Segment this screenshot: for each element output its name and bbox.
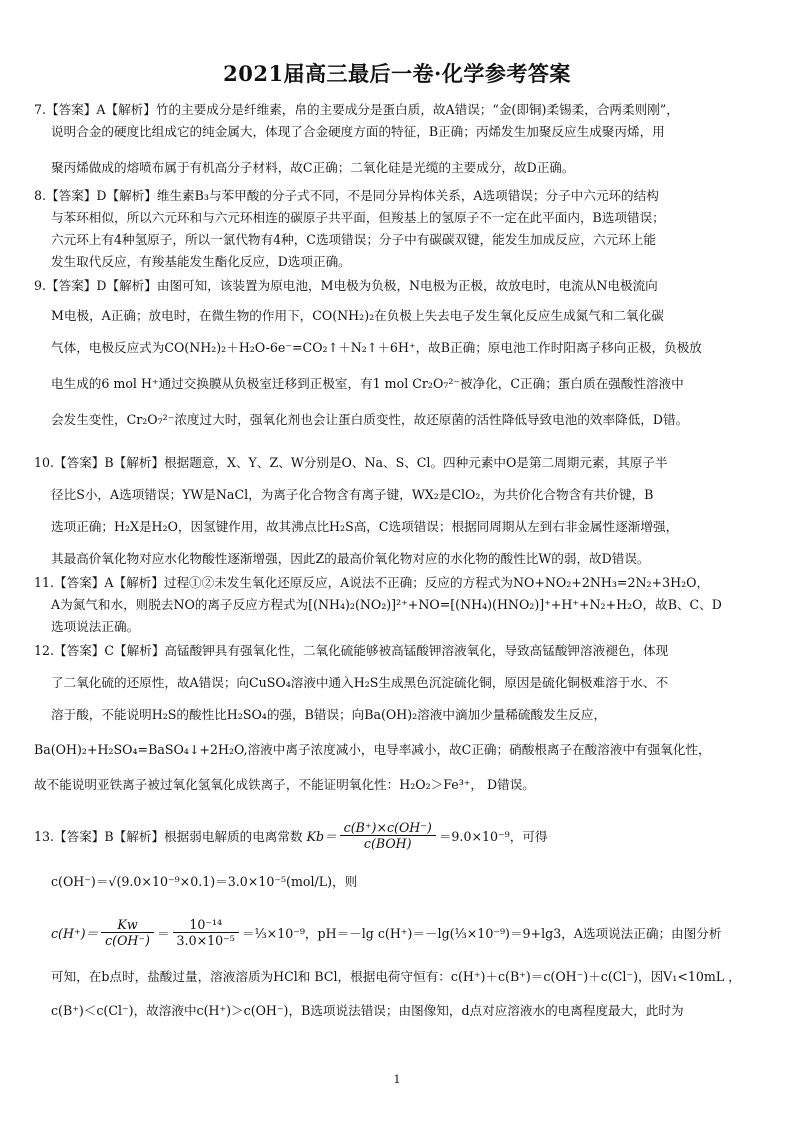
answer-12-line-1: 12.【答案】C【解析】高锰酸钾具有强氧化性，二氧化硫能够被高锰酸钾溶液氧化，导致高锰酸钾溶液褪色，体现 (34, 643, 669, 658)
h-lhs: c(H⁺)＝ (51, 925, 99, 941)
answer-7 (34, 99, 762, 179)
value-denominator: 3.0×10⁻⁵ (176, 932, 235, 948)
answer-7-line-1: 7.【答案】A【解析】竹的主要成分是纤维素，帛的主要成分是蛋白质，故A错误；“金(即铜)柔锡柔，合两柔则刚”， (34, 102, 679, 117)
answer-8 (34, 185, 762, 273)
answer-12 (34, 640, 762, 796)
answer-9-line-3: 气体，电极反应式为CO(NH₂)₂＋H₂O-6e⁻=CO₂↑＋N₂↑＋6H⁺，故B正确；原电池工作时阳离子移向正极，负极放 (51, 340, 702, 355)
page-title: 2021届高三最后一卷·化学参考答案 (223, 61, 571, 86)
answer-10-line-4: 其最高价氧化物对应水化物酸性逐渐增强，因此Z的最高价氧化物对应的水化物的酸性比W的弱，故D错误。 (51, 551, 650, 566)
answer-9-line-1: 9.【答案】D【解析】由图可知，该装置为原电池，M电极为负极，N电极为正极，故放电时，电流从N电极流向 (34, 278, 658, 293)
answer-13-line-1 (34, 810, 762, 860)
answer-10 (34, 452, 762, 570)
answer-11 (34, 572, 762, 638)
answer-7-line-3: 聚丙烯做成的熔喷布属于有机高分子材料，故C正确；二氧化硅是光缆的主要成分，故D正确。 (51, 160, 575, 175)
kb-numerator: c(B⁺)×c(OH⁻) (340, 820, 436, 836)
equals-sign: ＝ (156, 925, 170, 941)
value-fraction (173, 917, 239, 948)
page-number: 1 (393, 1073, 401, 1086)
answer-9-line-5: 会发生变性，Cr₂O₇²⁻浓度过大时，强氧化剂也会让蛋白质变性，故还原菌的活性降低导致电池的效率降低，D错。 (51, 412, 689, 427)
answer-9-line-2: M电极，A正确；放电时，在微生物的作用下，CO(NH₂)₂在负极上失去电子发生氧化反应生成氮气和二氧化碳 (51, 308, 664, 323)
kb-value: ＝9.0×10⁻⁹，可得 (438, 828, 548, 844)
answer-13-line-b: 可知，在b点时，盐酸过量，溶液溶质为HCl和 BCl，根据电荷守恒有：c(H⁺)＋c(B⁺)＝c(OH⁻)＋c(Cl⁻)，因V₁<10mL ， (51, 969, 741, 984)
answer-12-line-3: 溶于酸，不能说明H₂S的酸性比H₂SO₄的强，B错误；向Ba(OH)₂溶液中滴加少量稀硫酸发生反应， (51, 707, 607, 722)
kw-denominator: c(OH⁻) (105, 932, 150, 948)
answer-13-h-line (34, 904, 762, 960)
answer-13-lead: 13.【答案】B【解析】根据弱电解质的电离常数 (34, 828, 303, 844)
answer-13-oh-line: c(OH⁻)＝√(9.0×10⁻⁹×0.1)＝3.0×10⁻⁵(mol/L)，则 (51, 874, 358, 889)
answer-11-line-2: A为氮气和水，则脱去NO的离子反应方程式为[(NH₄)₂(NO₂)]²⁺+NO=[(NH₄)(HNO₂)]⁺+H⁺+N₂+H₂O，故B、C、D (51, 597, 722, 612)
answer-12-line-5: 故不能说明亚铁离子被过氧化氢氧化成铁离子，不能证明氧化性：H₂O₂＞Fe³⁺， D错误。 (34, 777, 535, 792)
answer-7-line-2: 说明合金的硬度比组成它的纯金属大，体现了合金硬度方面的特征，B正确；丙烯发生加聚反应生成聚丙烯，用 (51, 124, 665, 139)
answer-8-line-2: 与苯环相似，所以六元环和与六元环相连的碳原子共平面，但羧基上的氢原子不一定在此平面内，B选项错误； (51, 210, 665, 225)
answer-13-line-c: c(B⁺)＜c(Cl⁻)，故溶液中c(H⁺)＞c(OH⁻)，B选项说法错误；由图像知，d点对应溶液水的电离程度最大，此时为 (51, 1003, 684, 1018)
answer-10-line-1: 10.【答案】B【解析】根据题意，X、Y、Z、W分别是O、Na、S、Cl。四种元素中O是第二周期元素，其原子半 (34, 455, 668, 470)
answer-11-line-1: 11.【答案】A【解析】过程①②未发生氧化还原反应，A说法不正确；反应的方程式为NO+NO₂+2NH₃=2N₂+3H₂O， (34, 575, 710, 590)
answer-12-line-2: 了二氧化硫的还原性，故A错误；向CuSO₄溶液中通入H₂S生成黑色沉淀硫化铜，原因是硫化铜极难溶于水、不 (51, 675, 669, 690)
kw-numerator: Kw (101, 917, 154, 933)
answer-12-line-4: Ba(OH)₂+H₂SO₄=BaSO₄↓+2H₂O,溶液中离子浓度减小，电导率减小，故C正确；硝酸根离子在酸溶液中有强氧化性， (34, 742, 711, 757)
answer-11-line-3: 选项说法正确。 (51, 619, 140, 634)
answer-13 (34, 810, 762, 1028)
kb-symbol: Kb＝ (306, 828, 337, 844)
kb-fraction (340, 820, 436, 851)
answer-10-line-3: 选项正确；H₂X是H₂O，因氢键作用，故其沸点比H₂S高，C选项错误；根据同周期从左到右非金属性逐渐增强， (51, 519, 679, 534)
answer-9-line-4: 电生成的6 mol H⁺通过交换膜从负极室迁移到正极室，有1 mol Cr₂O₇²⁻被净化，C正确；蛋白质在强酸性溶液中 (51, 376, 684, 391)
answer-8-line-3: 六元环上有4种氢原子，所以一氯代物有4种，C选项错误；分子中有碳碳双键，能发生加成反应，六元环上能 (51, 232, 656, 247)
kb-denominator: c(BOH) (363, 835, 412, 851)
answer-8-line-1: 8.【答案】D【解析】维生素B₃与苯甲酸的分子式不同，不是同分异构体关系，A选项错误；分子中六元环的结构 (34, 188, 659, 203)
answer-9 (34, 275, 762, 431)
value-numerator: 10⁻¹⁴ (173, 917, 239, 933)
ph-result: ＝⅓×10⁻⁹，pH＝－lg c(H⁺)＝－lg(⅓×10⁻⁹)＝9+lg3，A选项说法正确；由图分析 (241, 925, 722, 941)
answer-10-line-2: 径比S小，A选项错误；YW是NaCl，为离子化合物含有离子键，WX₂是ClO₂，为共价化合物含有共价键，B (51, 487, 654, 502)
answer-8-line-4: 发生取代反应，有羧基能发生酯化反应，D选项正确。 (51, 254, 351, 269)
kw-fraction (101, 917, 154, 948)
